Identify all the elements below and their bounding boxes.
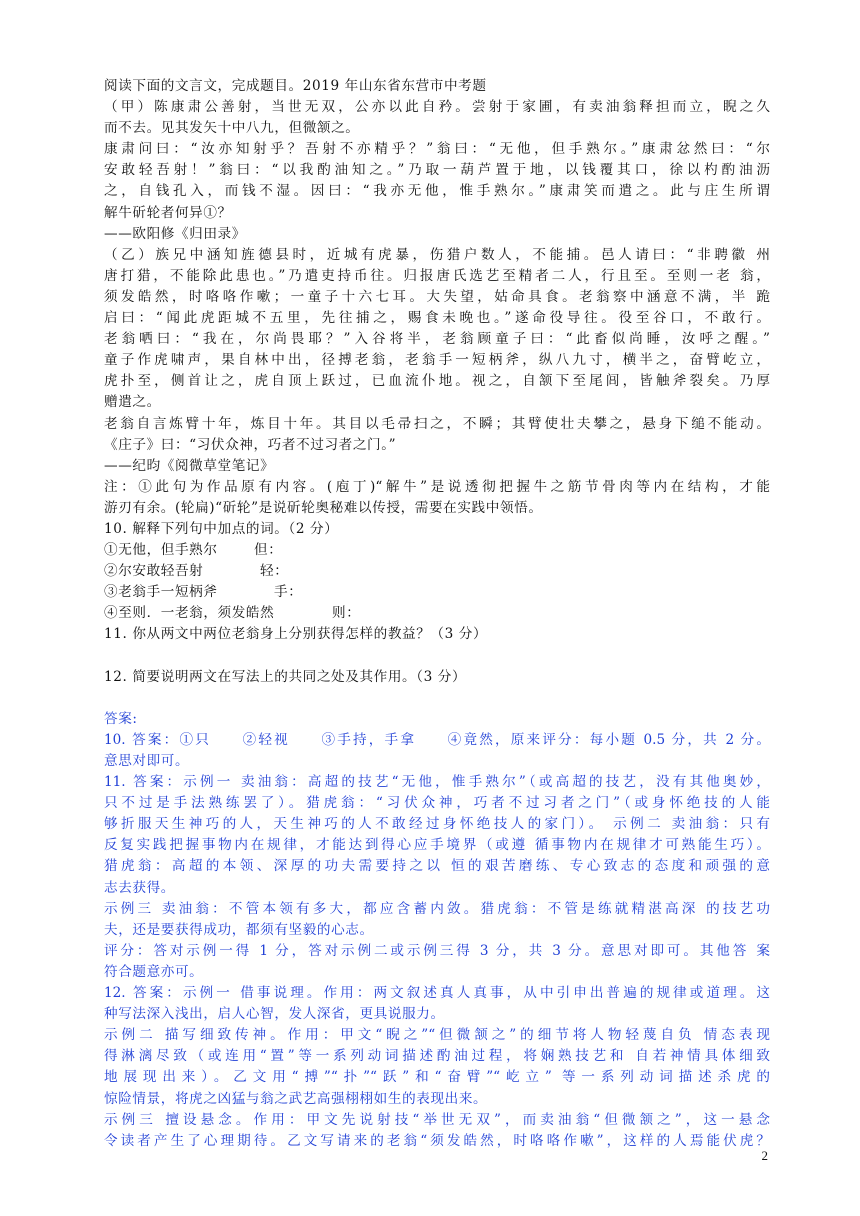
item-word: 手： [274,584,303,601]
passage-line: 童子作虎啸声，果自林中出，径搏老翁，老翁手一短柄斧，纵八九寸，横半之，奋臂屹立， [104,352,770,369]
document-body [104,76,770,1152]
answer-line: 示例三 卖油翁：不管本领有多大，都应含蓄内敛。猎虎翁：不管是练就精湛高深 的技艺功 [104,900,770,917]
answer-line: 猎虎翁：高超的本领、深厚的功夫需要持之以 恒的艰苦磨练、专心致志的态度和顽强的意 [104,858,770,875]
question-item [104,540,770,561]
answer-line: 得淋漓尽致（或连用“置”等一系列动词描述酌油过程，将娴熟技艺和 自若神情具体细致 [104,1048,770,1065]
passage-line: 康肃问曰：“汝亦知射乎？吾射不亦精乎？”翁曰：“无他，但手熟尔。”康肃忿然曰：“尔 [104,141,770,158]
answer-line: 11. 答案：示例一 卖油翁：高超的技艺“无他，惟手熟尔”（或高超的技艺，没有其他奥妙， [104,774,770,791]
answer-line: 符合题意亦可。 [104,963,204,980]
item-word: 但： [254,542,283,559]
passage-line: 之，自钱孔入，而钱不湿。因曰：“我亦无他，惟手熟尔。”康肃笑而遣之。此与庄生所谓 [104,183,770,200]
source-jia: ——欧阳修《归田录》 [104,225,246,242]
passage-line: 老翁哂曰：“我在，尔尚畏耶？”入谷将半，老翁顾童子曰：“此畜似尚睡，汝呼之醒。” [104,331,770,348]
note-line: 注：①此句为作品原有内容。(庖丁)“解牛”是说透彻把握牛之筋节骨肉等内在结构，才能 [104,478,770,495]
passage-line: 赠遣之。 [104,394,161,411]
notes [104,477,770,519]
item-word: 轻： [260,563,289,580]
answer-line: 示例三 擅设悬念。作用：甲文先说射技“举世无双”，而卖油翁“但微颔之”，这一悬念 [104,1111,770,1128]
answer-line: 12. 答案：示例一 借事说理。作用：两文叙述真人真事，从中引申出普遍的规律或道理。这 [104,985,770,1002]
item-sentence: ①无他，但手熟尔 [104,542,218,559]
passage-yi [104,245,770,456]
question-item [104,603,770,624]
answer-line: 反复实践把握事物内在规律，才能达到得心应手境界（或遵 循事物内在规律才可熟能生巧）。 [104,837,770,854]
source-yi: ——纪昀《阅微草堂笔记》 [104,457,275,474]
passage-line: 《庄子》曰：“习伏众神，巧者不过习者之门。” [104,436,397,453]
question-item [104,561,770,582]
answer-line: 只不过是手法熟练罢了）。猎虎翁：“习伏众神，巧者不过习者之门”（或身怀绝技的人能 [104,795,770,812]
answer-line: 令读者产生了心理期待。乙文写请来的老翁“须发皓然，时咯咯作嗽”，这样的人焉能伏虎？ [104,1132,770,1149]
passage-line: 启曰：“闻此虎距城不五里，先往捕之，赐食未晚也。”遂命役导往。役至谷口，不敢行。 [104,310,770,327]
answer-line: 评分：答对示例一得 1 分，答对示例二或示例三得 3 分，共 3 分。意思对即可。其他答 案 [104,942,770,959]
passage-line: 解牛斫轮者何异①？ [104,204,232,221]
passage-line: 虎扑至，侧首让之，虎自顶上跃过，已血流仆地。视之，自颔下至尾闾，皆触斧裂矣。乃厚 [104,373,770,390]
passage-line: 安敢轻吾射！”翁曰：“以我酌油知之。”乃取一葫芦置于地，以钱覆其口，徐以杓酌油沥 [104,162,770,179]
answer-line: 示例二 描写细致传神。作用：甲文“睨之”“但微颔之”的细节将人物轻蔑自负 情态表现 [104,1027,770,1044]
answer-line: 惊险情景，将虎之凶猛与翁之武艺高强栩栩如生的表现出来。 [104,1090,488,1107]
answer-line: 夫，还是要获得成功，都须有坚毅的心志。 [104,921,374,938]
item-word: 则： [332,605,361,622]
answer-line: 意思对即可。 [104,753,190,769]
question-title: 10. 解释下列句中加点的词。（2 分） [104,520,339,537]
answer-line: 够折服天生神巧的人，天生神巧的人不敢经过身怀绝技人的家门）。 示例二 卖油翁：只有 [104,816,770,833]
passage-line: （甲）陈康肃公善射，当世无双，公亦以此自矜。尝射于家圃，有卖油翁释担而立，睨之久 [104,99,770,116]
passage-jia [104,97,770,224]
answers-heading: 答案: [104,710,138,727]
answer-section [104,709,770,1152]
page-number: 2 [761,1148,768,1163]
passage-line: 唐打猎，不能除此患也。”乃遣吏持币往。归报唐氏选艺至精者二人，行且至。至则一老 翁， [104,267,770,284]
question-item [104,582,770,603]
question-12: 12. 简要说明两文在写法上的共同之处及其作用。（3 分） [104,668,467,685]
answer-line: 10. 答案：①只 ②轻视 ③手持，手拿 ④竟然，原来评分：每小题 0.5 分，共 2 分。 [104,731,770,748]
answer-space [104,646,770,667]
question-11: 11. 你从两文中两位老翁身上分别获得怎样的教益？（3 分） [104,626,488,643]
item-sentence: ②尔安敢轻吾射 [104,563,204,580]
passage-line: （乙）族兄中涵知旌德县时，近城有虎暴，伤猎户数人，不能捕。邑人请曰：“非聘徽 州 [104,246,770,263]
item-sentence: ③老翁手一短柄斧 [104,584,218,601]
passage-line: 老翁自言炼臂十年，炼目十年。其目以毛帚扫之，不瞬；其臂使壮夫攀之，悬身下缒不能动。 [104,415,770,432]
answer-line: 地展现出来）。乙文用“搏”“扑”“跃”和“奋臂”“屹立” 等一系列动词描述杀虎的 [104,1069,770,1086]
answer-line: 种写法深入浅出，启人心智，发人深省，更具说服力。 [104,1006,445,1023]
intro-line: 阅读下面的文言文，完成题目。2019 年山东省东营市中考题 [104,78,487,94]
passage-line: 而不去。见其发矢十中八九，但微颔之。 [104,120,360,137]
answer-space [104,688,770,709]
item-sentence: ④至则．一老翁，须发皓然 [104,605,275,622]
answer-line: 志去获得。 [104,879,175,896]
passage-line: 须发皓然，时咯咯作嗽；一童子十六七耳。大失望，姑命具食。老翁察中涵意不满，半 跪 [104,288,770,305]
note-line: 游刃有余。(轮扁)“斫轮”是说斫轮奥秘难以传授，需要在实践中领悟。 [104,499,543,516]
question-10 [104,519,770,624]
